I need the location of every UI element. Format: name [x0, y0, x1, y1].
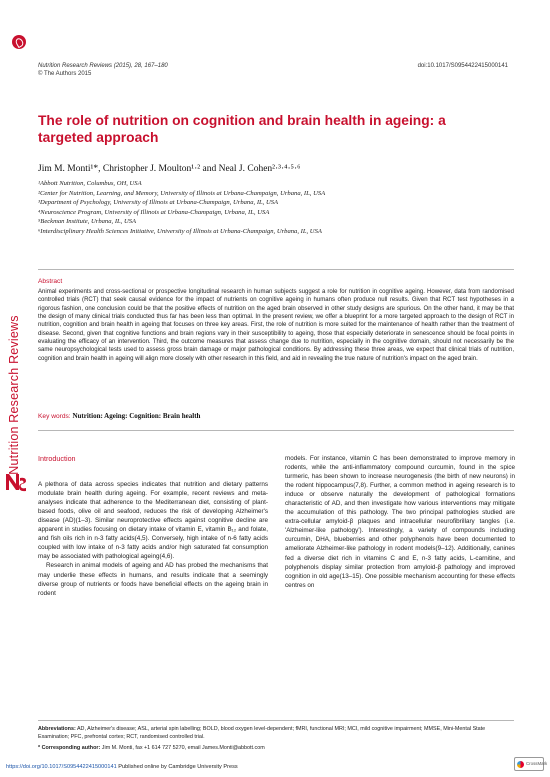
affiliation: ⁴Neuroscience Program, University of Illinois at Urbana-Champaign, Urbana, IL, USA [38, 208, 270, 216]
body-paragraph: models. For instance, vitamin C has been demonstrated to improve memory in rodents, while the anti-inflammatory compound curcumin, found in the spice turmeric, has been shown to increase neurogenesis (the birth of new neurons) in the rodent hippocampus(7,8). Further, a common method in ageing research is to induce or observe naturally the development of pathological formations characteristic of AD, and then investigate how various interventions may mitigate the accumulation of this pathology. The two principal pathologies studied are extra-cellular amyloid-β plaques and intracellular neurofibrillary tangles (i.e. 'Alzheimer-like pathology'). Interestingly, a variety of compounds including curcumin, DHA, blueberries and other polyphenols have been documented to ameliorate Alzheimer-like pathology in rodent models(9–12). Additionally, canines fed a diverse diet rich in vitamins C and E, n-3 fatty acids, L-carnitine, and polyphenols display similar protection from amyloid-β pathology and improved cognition in old age(13–15). One possible mechanism accounting for these effects centres on [285, 455, 515, 589]
journal-side-title: Nutrition Research Reviews [7, 315, 21, 475]
affiliation: ³Department of Psychology, University of Illinois at Urbana-Champaign, Urbana, IL, USA [38, 199, 279, 207]
journal-copyright: © The Authors 2015 [38, 71, 92, 77]
affiliation: ⁶Interdisciplinary Health Sciences Initiative, University of Illinois at Urbana-Champaign, Urbana, IL, USA [38, 227, 322, 235]
footnote-divider [38, 720, 514, 721]
abbreviations-label: Abbreviations: [38, 726, 76, 732]
affiliation-list [38, 179, 325, 237]
body-column-right [285, 454, 515, 590]
abbreviations-note [38, 726, 514, 741]
abstract-text: Animal experiments and cross-sectional or prospective longitudinal research in human subjects suggest a role for nutrition in cognitive ageing. However, data from randomised controlled trials (RCT) that seek causal evidence for the impact of nutrients on cognitive ageing in humans often produce null results. Given that RCT test hypotheses in a rigorous fashion, one conclusion could be that the positive effects of nutrition on the aged brain observed in other study designs are spurious. On the other hand, it may be that the design of many clinical trials conducted thus far has been less than optimal. In the present review, we offer a blueprint for a more targeted approach to the design of RCT in nutrition, cognition and brain health in ageing that focuses on three key areas. First, the role of nutrition is more suited for the maintenance of health rather than the treatment of disease. Second, given that cognitive functions and brain regions vary in their susceptibility to ageing, those that especially deteriorate in senescence should be focal points in evaluating the efficacy of an intervention. Third, the outcome measures that assess change due to nutrition, especially in the cognitive domain, should not necessarily be the same neuropsychological tests used to assess gross brain damage or major pathological conditions. By addressing these three areas, we expect that clinical trials of nutrition, cognition and brain health in ageing will align more closely with other research in this field, and aid in revealing the true nature of nutrition's impact on the aged brain. [38, 289, 514, 362]
abbreviations-text: AD, Alzheimer's disease; ASL, arterial spin labelling; BOLD, blood oxygen level-dependent; fMRI, functional MRI; MCI, mild cognitive impairment; MMSE, Mini-Mental State Examination; PFC, prefrontal cortex; RCT, randomised controlled trial. [38, 726, 486, 740]
body-paragraph: A plethora of data across species indicates that nutrition and dietary patterns modulate brain health during ageing. For example, recent reviews and meta-analyses indicate that adherence to the Mediterranean diet, consisting of plant-based foods, olive oil and seafood, reduces the risk of developing Alzheimer's disease (AD)(1–3). Similar neuroprotective effects against cognitive decline are apparent in studies focusing on dietary intake of vitamin E, vitamin B₁₂ and folate, and fish oils rich in n-3 fatty acids(4,5). Conversely, high intake of n-6 fatty acids coupled with low intake of n-3 fatty acids and/or high saturated fat consumption may be associated with pathological ageing(4,6). [38, 481, 268, 561]
footer-doi [6, 764, 238, 770]
affiliation: ²Center for Nutrition, Learning, and Memory, University of Illinois at Urbana-Champaign, Urbana, IL, USA [38, 189, 326, 197]
crossmark-button[interactable] [514, 757, 548, 771]
affiliation: ¹Abbott Nutrition, Columbus, OH, USA [38, 180, 142, 187]
section-divider [38, 430, 514, 431]
keywords-value: Nutrition: Ageing: Cognition: Brain health [72, 412, 201, 420]
corresponding-label: * Corresponding author: [38, 745, 101, 751]
body-paragraph: Research in animal models of ageing and AD has probed the mechanisms that may underlie these effects in humans, and results indicate that a seemingly diverse group of nutrients or foods have beneficial effects on the ageing brain in rodent [38, 562, 268, 597]
affiliation: ⁵Beckman Institute, Urbana, IL, USA [38, 218, 137, 226]
journal-citation: Nutrition Research Reviews (2015), 28, 167–180 [38, 63, 168, 69]
author-list: Jim M. Monti¹*, Christopher J. Moulton¹·² and Neal J. Cohen²·³·⁴·⁵·⁶ [38, 164, 301, 174]
intro-heading: Introduction [38, 454, 76, 463]
doi-link[interactable]: https://doi.org/10.1017/S0954422415000141 [6, 764, 117, 770]
ns-logo-icon [4, 470, 28, 494]
corresponding-text: Jim M. Monti, fax +1 614 727 5270, email James.Monti@abbott.com [101, 745, 265, 751]
journal-logo-icon [12, 35, 26, 49]
crossmark-label: CrossMark [526, 761, 548, 766]
article-title: The role of nutrition on cognition and brain health in ageing: a targeted approach [38, 113, 446, 145]
body-column-left [38, 454, 268, 598]
journal-citation-block [38, 62, 168, 78]
journal-doi: doi:10.1017/S0954422415000141 [417, 63, 508, 69]
corresponding-author-note [38, 745, 265, 751]
section-divider [38, 269, 514, 270]
abstract-heading: Abstract [38, 278, 63, 285]
keywords-label: Key words: [38, 413, 71, 420]
keywords [38, 412, 200, 420]
published-note: Published online by Cambridge University Press [116, 764, 238, 770]
